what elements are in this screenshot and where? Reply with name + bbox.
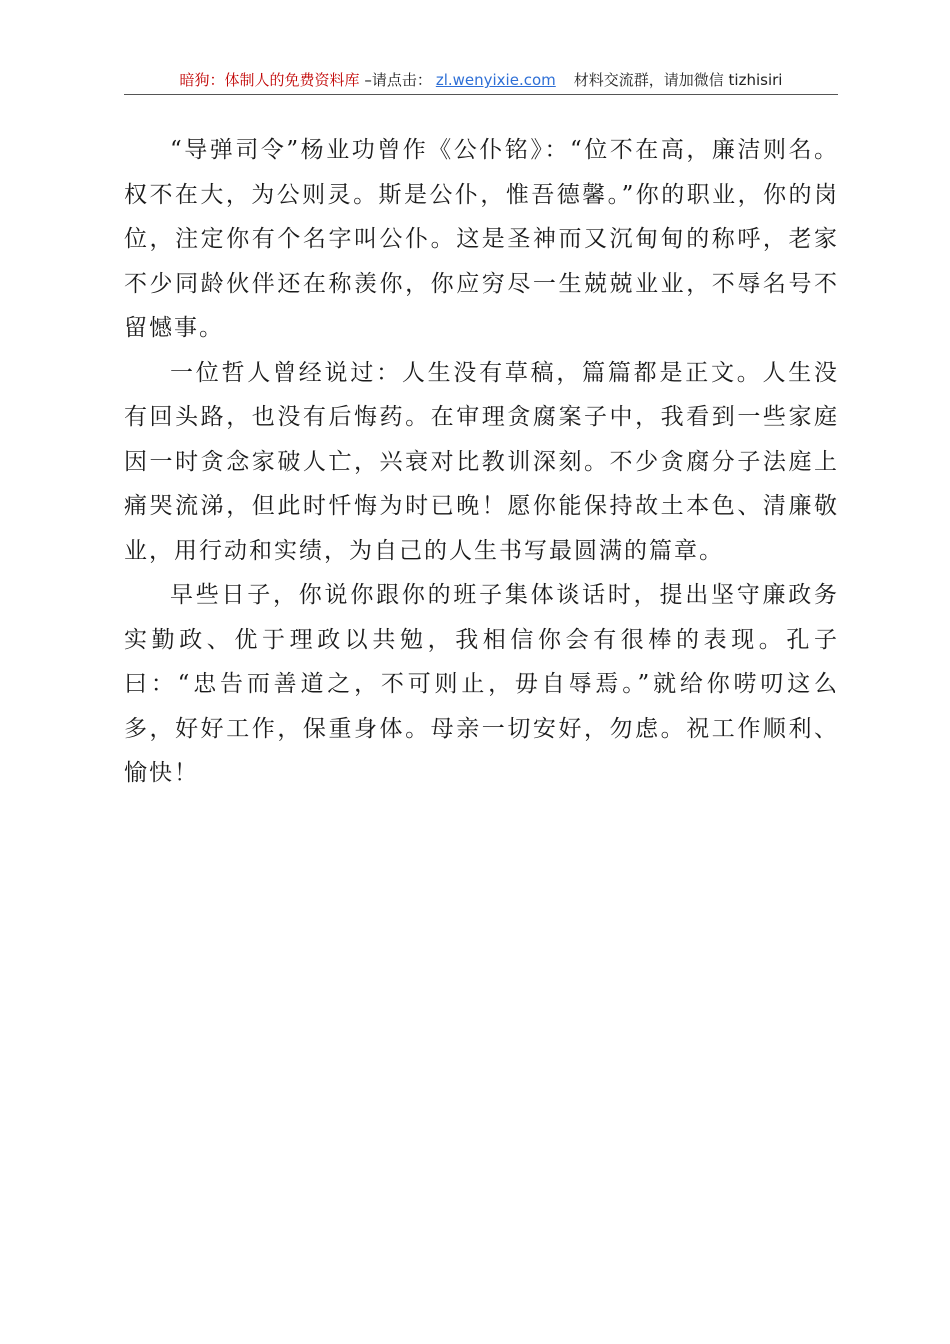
paragraph-3: 早些日子，你说你跟你的班子集体谈话时，提出坚守廉政务实勤政、优于理政以共勉，我相信你会有很棒的表现。孔子曰：“忠告而善道之，不可则止，毋自辱焉。”就给你唠叨这么多，好好工作，保重身体。母亲一切安好，勿虑。祝工作顺利、愉快！	[124, 582, 839, 786]
header-prompt: –请点击：	[359, 71, 432, 89]
paragraph-1: “导弹司令”杨业功曾作《公仆铭》：“位不在高，廉洁则名。权不在大，为公则灵。斯是公仆，惟吾德馨。”你的职业，你的岗位，注定你有个名字叫公仆。这是圣神而又沉甸甸的称呼，老家不少同龄伙伴还在称羡你，你应穷尽一生兢兢业业，不辱名号不留憾事。	[124, 137, 839, 341]
page-header	[124, 66, 838, 95]
header-link[interactable]: zl.wenyixie.com	[435, 71, 556, 89]
paragraph-2: 一位哲人曾经说过：人生没有草稿，篇篇都是正文。人生没有回头路，也没有后悔药。在审理贪腐案子中，我看到一些家庭因一时贪念家破人亡，兴衰对比教训深刻。不少贪腐分子法庭上痛哭流涕，但此时忏悔为时已晚！愿你能保持故土本色、清廉敬业，用行动和实绩，为自己的人生书写最圆满的篇章。	[124, 359, 839, 564]
document-body	[124, 128, 839, 796]
header-brand: 暗狗：体制人的免费资料库	[179, 71, 360, 89]
header-contact: 材料交流群，请加微信 tizhisiri	[573, 71, 783, 89]
